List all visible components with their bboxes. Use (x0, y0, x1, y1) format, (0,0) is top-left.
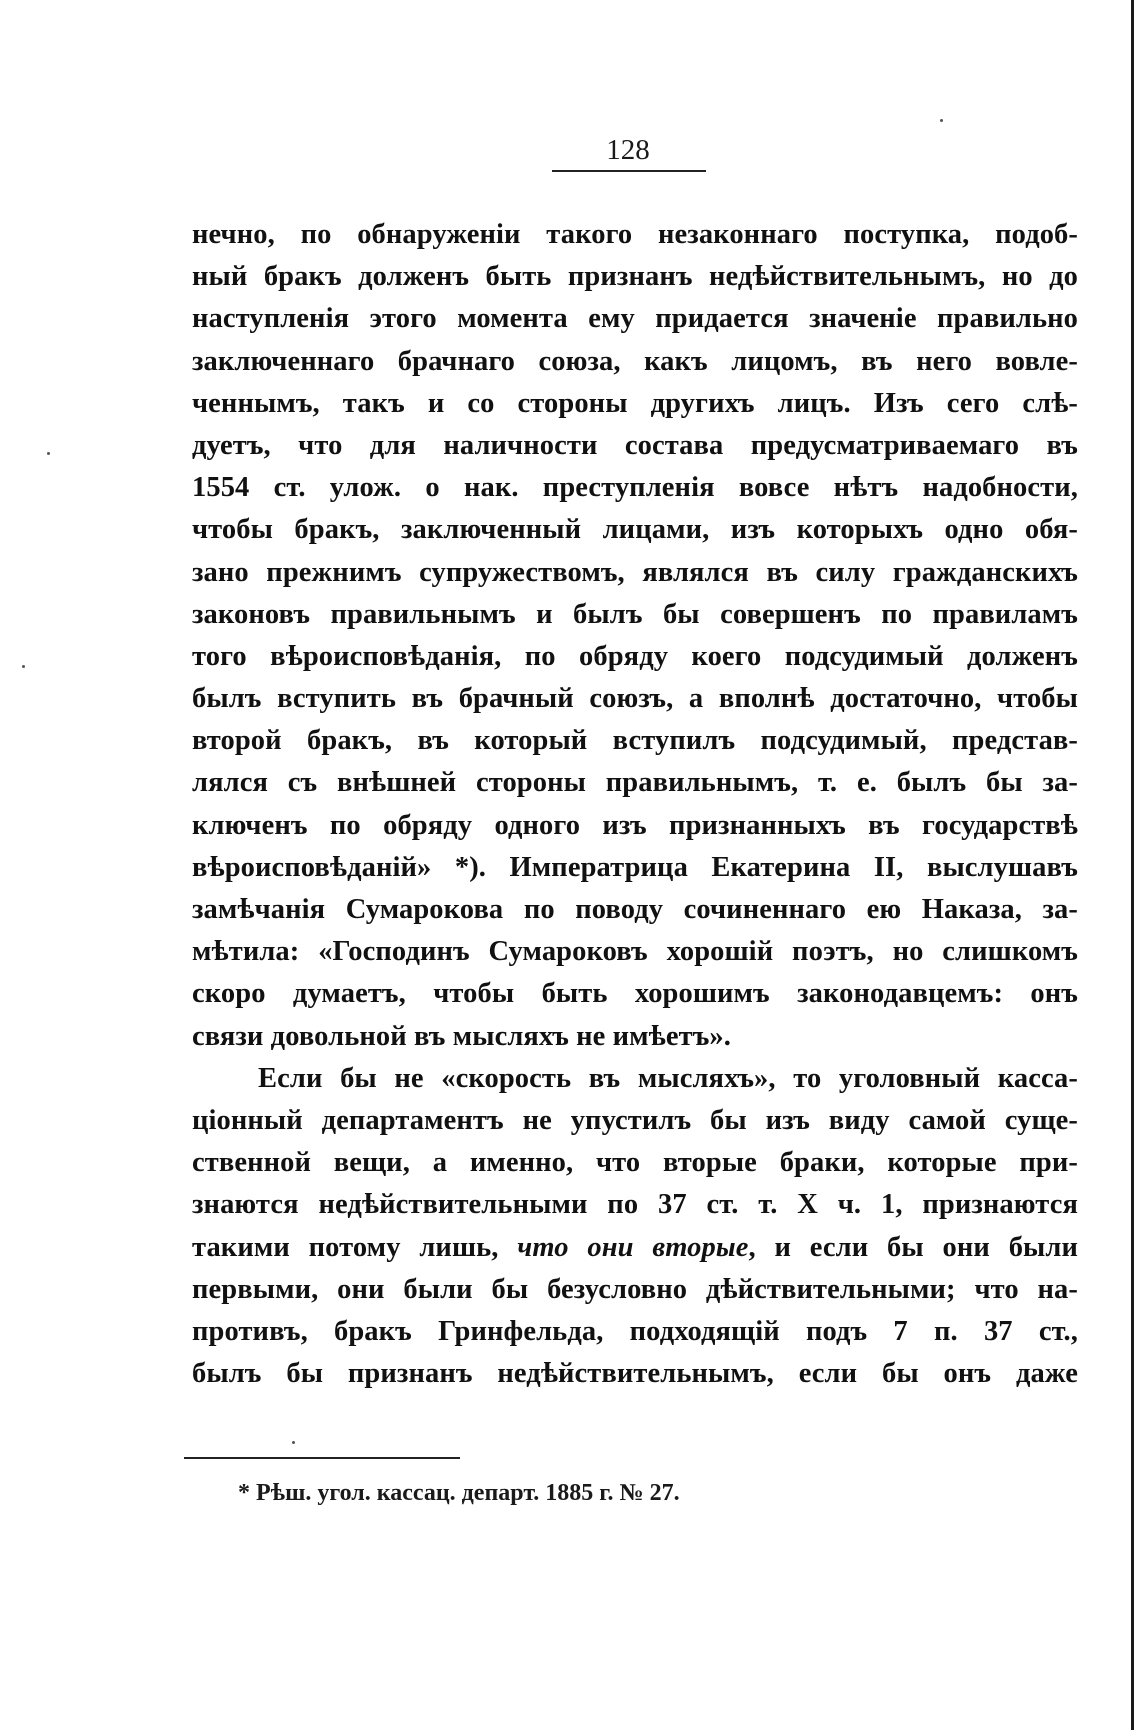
footnote: * Рѣш. угол. кассац. департ. 1885 г. № 27. (238, 1480, 680, 1506)
page-number: 128 (606, 134, 650, 166)
text-line: законовъ правильнымъ и былъ бы совершенъ по правиламъ (192, 598, 1078, 630)
text-line: ключенъ по обряду одного изъ признанныхъ въ государствѣ (192, 809, 1078, 841)
text-line: первыми, они были бы безусловно дѣйствительными; что на- (192, 1273, 1078, 1305)
text-line: ченнымъ, такъ и со стороны другихъ лицъ. Изъ сего слѣ- (192, 387, 1078, 419)
text-line: былъ бы признанъ недѣйствительнымъ, если бы онъ даже (192, 1358, 1078, 1390)
header-rule (552, 170, 706, 172)
text-line: ственной вещи, а именно, что вторые браки, которые при- (192, 1147, 1078, 1179)
scan-speck (22, 665, 25, 668)
text-segment: , и если бы они были (748, 1231, 1078, 1263)
text-line: нечно, по обнаруженіи такого незаконнаго поступка, подоб- (192, 219, 1078, 250)
page-edge-border (1131, 0, 1134, 1730)
scan-speck (940, 119, 943, 122)
text-line: чтобы бракъ, заключенный лицами, изъ которыхъ одно обя- (192, 514, 1078, 546)
text-line: зано прежнимъ супружествомъ, являлся въ силу гражданскихъ (192, 556, 1078, 588)
text-line: скоро думаетъ, чтобы быть хорошимъ законодавцемъ: онъ (192, 978, 1078, 1010)
text-line: ціонный департаментъ не упустилъ бы изъ виду самой суще- (192, 1104, 1078, 1136)
scan-speck (47, 452, 50, 455)
text-line: дуетъ, что для наличности состава предусматриваемаго въ (192, 429, 1078, 461)
text-line: наступленія этого момента ему придается значеніе правильно (192, 303, 1078, 335)
text-line: 1554 ст. улож. о нак. преступленія вовсе нѣтъ надобности, (192, 472, 1078, 504)
text-line: того вѣроисповѣданія, по обряду коего подсудимый долженъ (192, 640, 1078, 672)
text-segment: такими потому лишь, (192, 1231, 518, 1263)
text-line: замѣчанія Сумарокова по поводу сочиненнаго ею Наказа, за- (192, 894, 1078, 925)
text-line-paragraph-end: связи довольной въ мысляхъ не имѣетъ». (192, 1020, 732, 1052)
text-line: второй бракъ, въ который вступилъ подсудимый, представ- (192, 725, 1078, 757)
body-text (192, 214, 1078, 1395)
text-line: противъ, бракъ Гринфельда, подходящій подъ 7 п. 37 ст., (192, 1315, 1078, 1347)
text-line: мѣтила: «Господинъ Сумароковъ хорошій поэтъ, но слишкомъ (192, 936, 1078, 968)
text-line: вѣроисповѣданій» *). Императрица Екатерина II, выслушавъ (192, 851, 1078, 883)
text-line: лялся съ внѣшней стороны правильнымъ, т. е. былъ бы за- (192, 767, 1078, 799)
text-line-paragraph-start: Если бы не «скорость въ мысляхъ», то уголовный касса- (258, 1062, 1078, 1094)
text-line-with-italic (192, 1227, 1078, 1269)
italic-emphasis: что они вторые (517, 1231, 749, 1263)
footnote-rule (184, 1457, 460, 1459)
text-line: знаются недѣйствительными по 37 ст. т. X ч. 1, признаются (192, 1189, 1078, 1221)
text-line: ный бракъ долженъ быть признанъ недѣйствительнымъ, но до (192, 261, 1078, 293)
text-line: заключеннаго брачнаго союза, какъ лицомъ, въ него вовле- (192, 345, 1078, 377)
scan-speck (292, 1441, 295, 1444)
text-line: былъ вступить въ брачный союзъ, а вполнѣ достаточно, чтобы (192, 683, 1078, 715)
